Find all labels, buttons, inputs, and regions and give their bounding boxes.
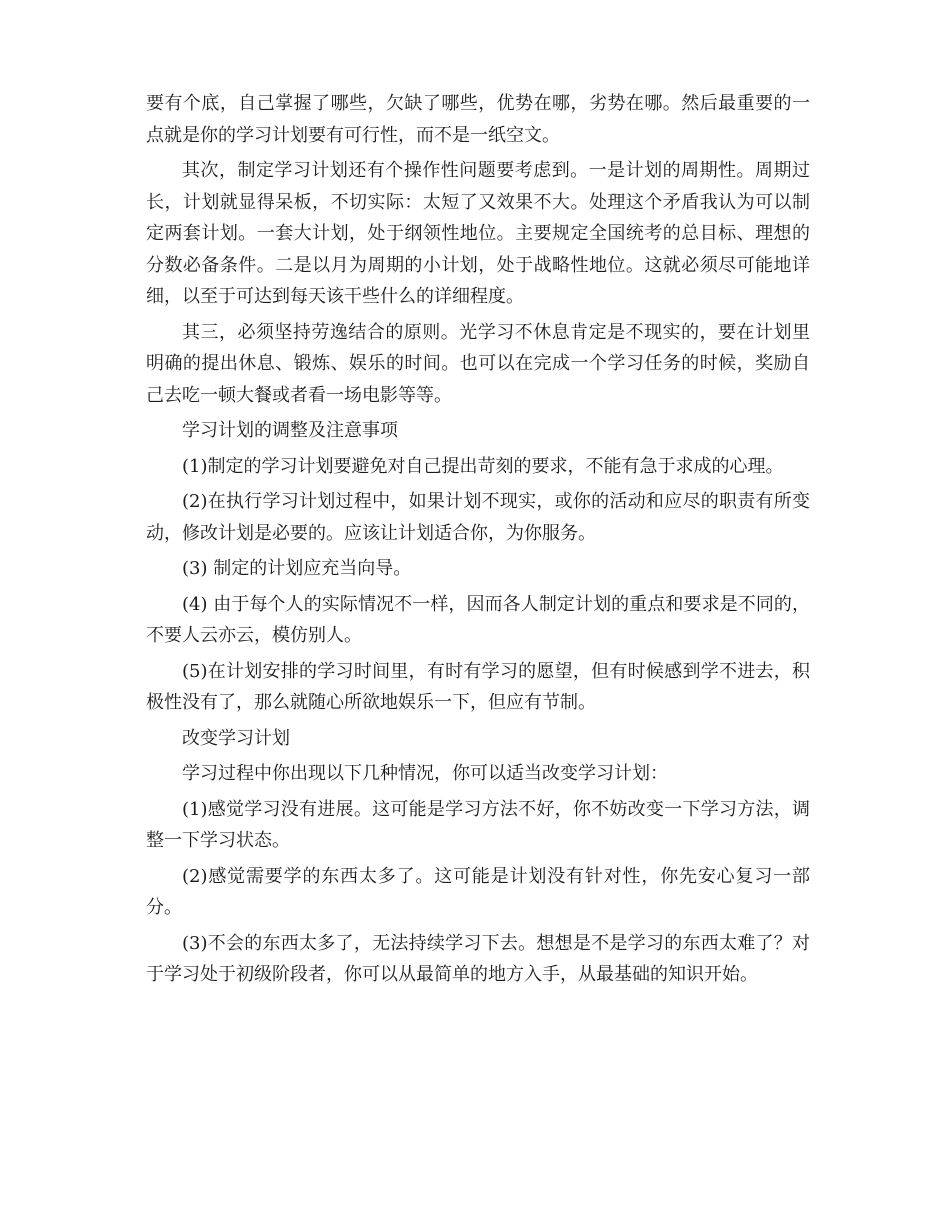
list-item-change-1: (1)感觉学习没有进展。这可能是学习方法不好，你不妨改变一下学习方法，调整一下学习状态。: [146, 798, 810, 851]
paragraph-change-intro: 学习过程中你出现以下几种情况，你可以适当改变学习计划：: [182, 763, 668, 784]
list-item-change-2: (2)感觉需要学的东西太多了。这可能是计划没有针对性，你先安心复习一部分。: [146, 865, 810, 918]
paragraph-continuation: 要有个底，自己掌握了哪些，欠缺了哪些，优势在哪，劣势在哪。然后最重要的一点就是你的学习计划要有可行性，而不是一纸空文。: [146, 93, 810, 146]
document-body: [146, 88, 810, 995]
list-item-adjust-5: (5)在计划安排的学习时间里，有时有学习的愿望，但有时候感到学不进去，积极性没有了，那么就随心所欲地娱乐一下，但应有节制。: [146, 660, 810, 713]
section-heading-change: 改变学习计划: [182, 727, 290, 749]
list-item-change-3: (3)不会的东西太多了，无法持续学习下去。想想是不是学习的东西太难了？对于学习处于初级阶段者，你可以从最简单的地方入手，从最基础的知识开始。: [146, 932, 810, 985]
list-item-adjust-2: (2)在执行学习计划过程中，如果计划不现实，或你的活动和应尽的职责有所变动，修改计划是必要的。应该让计划适合你，为你服务。: [146, 491, 810, 544]
paragraph-second-point: 其次，制定学习计划还有个操作性问题要考虑到。一是计划的周期性。周期过长，计划就显得呆板，不切实际：太短了又效果不大。处理这个矛盾我认为可以制定两套计划。一套大计划，处于纲领性地位。主要规定全国统考的总目标、理想的分数必备条件。二是以月为周期的小计划，处于战略性地位。这就必须尽可能地详细，以至于可达到每天该干些什么的详细程度。: [146, 160, 810, 307]
section-heading-adjustment: 学习计划的调整及注意事项: [182, 420, 398, 441]
list-item-adjust-1: (1)制定的学习计划要避免对自己提出苛刻的要求，不能有急于求成的心理。: [182, 455, 784, 477]
paragraph-third-point: 其三，必须坚持劳逸结合的原则。光学习不休息肯定是不现实的，要在计划里明确的提出休息、锻炼、娱乐的时间。也可以在完成一个学习任务的时候，奖励自己去吃一顿大餐或者看一场电影等等。: [146, 321, 810, 406]
list-item-adjust-4: (4) 由于每个人的实际情况不一样，因而各人制定计划的重点和要求是不同的，不要人云亦云，模仿别人。: [146, 593, 810, 646]
list-item-adjust-3: (3) 制定的计划应充当向导。: [182, 558, 412, 579]
